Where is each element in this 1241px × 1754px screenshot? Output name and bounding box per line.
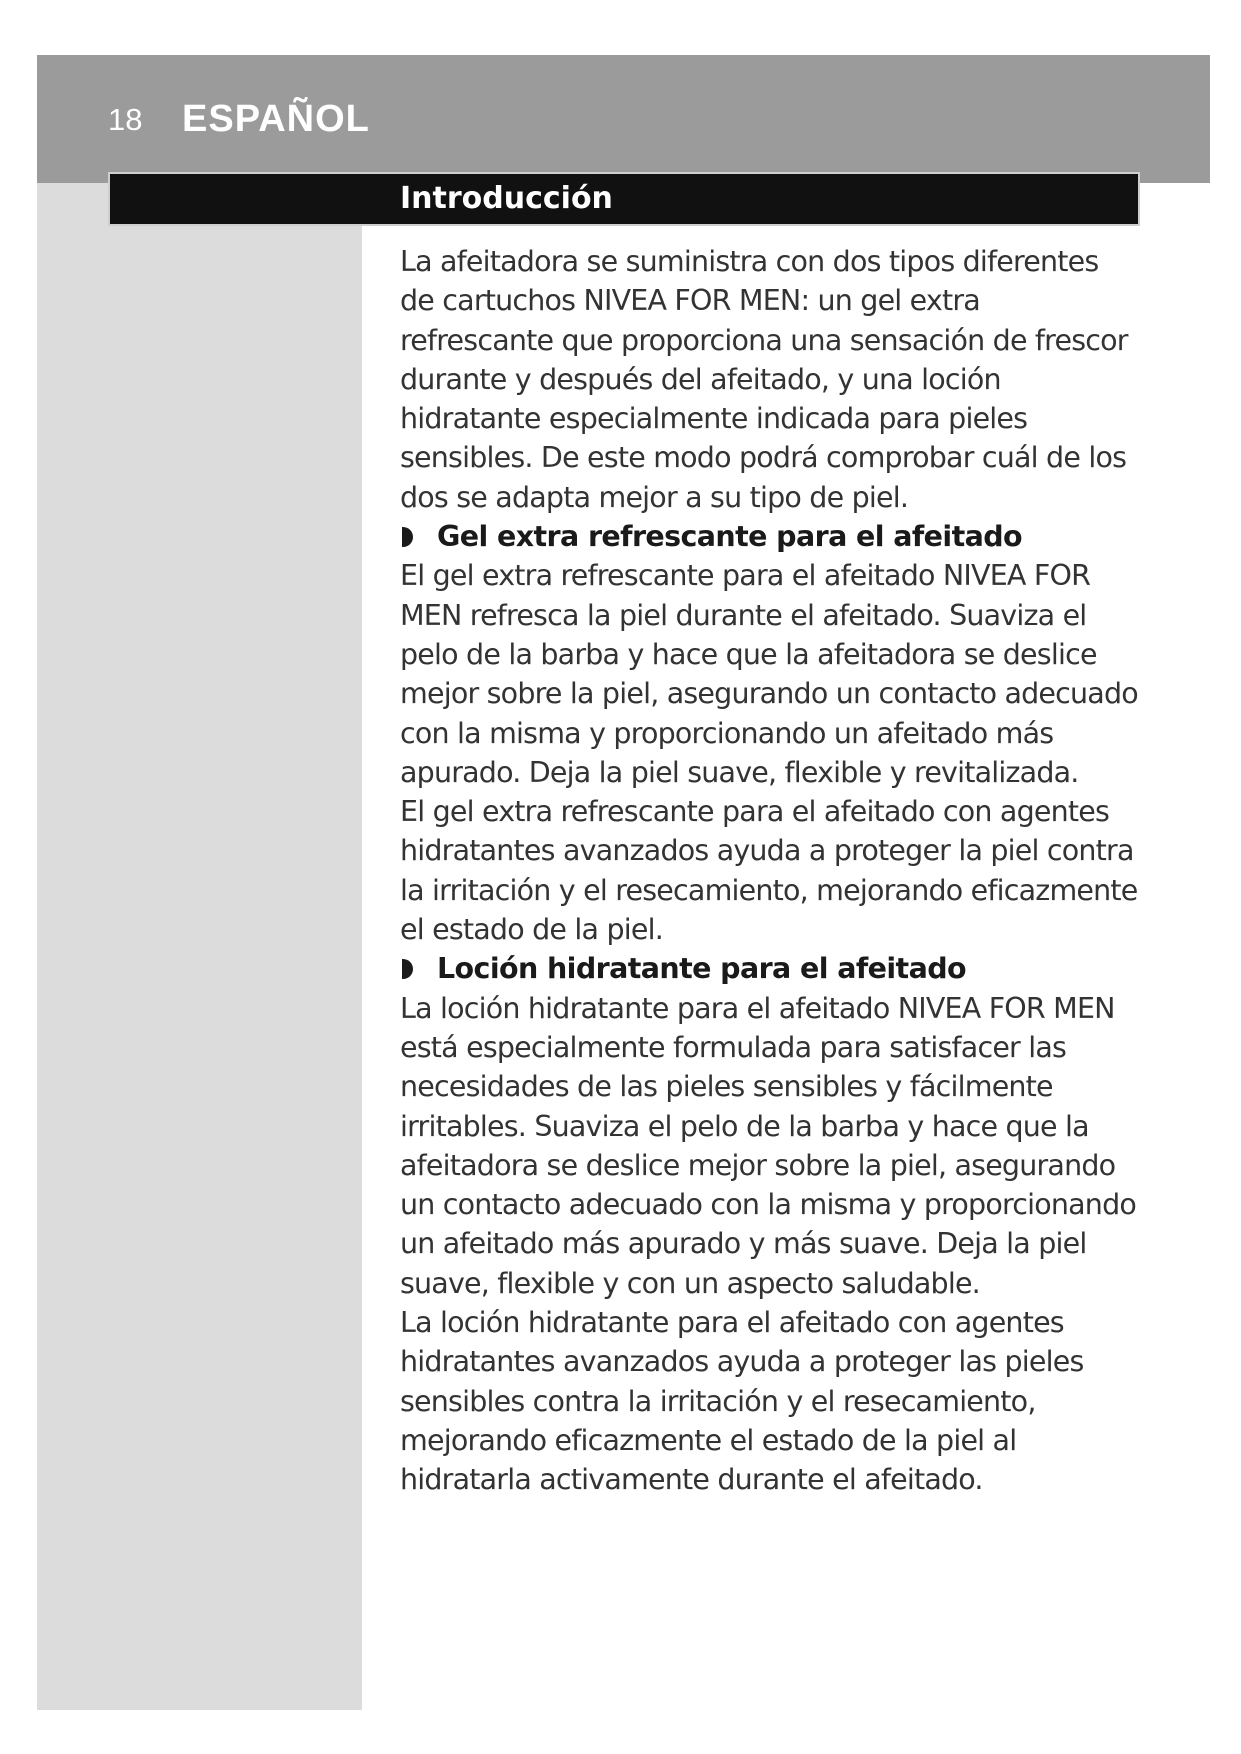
page-number: 18 <box>108 102 143 137</box>
language-title: ESPAÑOL <box>182 98 370 140</box>
lotion-paragraph-1: La loción hidratante para el afeitado NIVEA FOR MEN está especialmente formulada para satisfacer las necesidades de las pieles sensibles y fácilmente irritables. Suaviza el pelo de la barba y hace que la afeitadora se deslice mejor sobre la piel, asegurando un contacto adecuado con la misma y proporcionando un afeitado más apurado y más suave. Deja la piel suave, flexible y con un aspecto saludable. <box>400 991 1136 1300</box>
subheading-gel <box>400 517 1140 556</box>
gel-paragraph-2: El gel extra refrescante para el afeitado con agentes hidratantes avanzados ayuda a proteger la piel contra la irritación y el resecamiento, mejorando eficazmente el estado de la piel. <box>400 795 1138 947</box>
half-circle-bullet-icon <box>402 959 413 979</box>
subheading-gel-label: Gel extra refrescante para el afeitado <box>437 520 1023 554</box>
intro-paragraph: La afeitadora se suministra con dos tipos diferentes de cartuchos NIVEA FOR MEN: un gel extra refrescante que proporciona una sensación de frescor durante y después del afeitado, y una loción hidratante especialmente indicada para pieles sensibles. De este modo podrá comprobar cuál de los dos se adapta mejor a su tipo de piel. <box>400 245 1128 514</box>
subheading-lotion-label: Loción hidratante para el afeitado <box>437 952 966 986</box>
gel-paragraph-1: El gel extra refrescante para el afeitado NIVEA FOR MEN refresca la piel durante el afeitado. Suaviza el pelo de la barba y hace que la afeitadora se deslice mejor sobre la piel, asegurando un contacto adecuado con la misma y proporcionando un afeitado más apurado. Deja la piel suave, flexible y revitalizada. <box>400 559 1138 789</box>
section-bar <box>110 174 1138 224</box>
lotion-paragraph-2: La loción hidratante para el afeitado con agentes hidratantes avanzados ayuda a proteger las pieles sensibles contra la irritación y el resecamiento, mejorando eficazmente el estado de la piel al hidratarla activamente durante el afeitado. <box>400 1306 1084 1497</box>
subheading-lotion <box>400 949 1140 988</box>
section-title: Introducción <box>400 181 613 216</box>
main-content <box>400 242 1140 1500</box>
half-circle-bullet-icon <box>402 527 413 547</box>
side-column <box>37 183 362 1710</box>
